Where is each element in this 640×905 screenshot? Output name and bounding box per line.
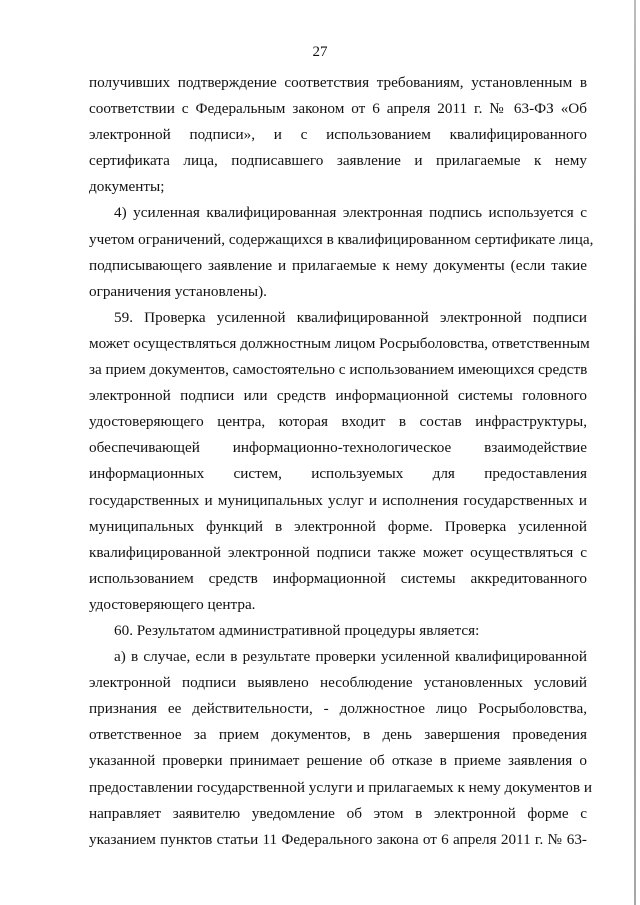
- text-line: 60. Результатом административной процедуры является:: [114, 621, 480, 639]
- text-line: соответствии с Федеральным законом от 6 апреля 2011 г. № 63-ФЗ «Об: [89, 100, 587, 118]
- text-line: ограничения установлены).: [89, 282, 267, 300]
- text-line: сертификата лица, подписавшего заявление и прилагаемые к нему: [89, 152, 587, 170]
- text-line: указанной проверки принимает решение об отказе в приеме заявления о: [89, 752, 587, 770]
- text-line: предоставлении государственной услуги и прилагаемых к нему документов и: [89, 778, 592, 796]
- text-line: 59. Проверка усиленной квалифицированной электронной подписи: [114, 308, 587, 326]
- text-line: а) в случае, если в результате проверки усиленной квалифицированной: [114, 648, 587, 666]
- paragraph: [89, 644, 592, 853]
- text-line: учетом ограничений, содержащихся в квалифицированном сертификате лица,: [89, 230, 594, 248]
- text-line: ответственное за прием документов, в день завершения проведения: [89, 726, 587, 744]
- text-line: использованием средств информационной системы аккредитованного: [89, 569, 587, 587]
- text-line: признания ее действительности, - должностное лицо Росрыболовства,: [89, 700, 587, 718]
- text-line: муниципальных функций в электронной форме. Проверка усиленной: [89, 517, 587, 535]
- text-line: указанием пунктов статьи 11 Федерального закона от 6 апреля 2011 г. № 63-: [89, 830, 587, 848]
- text-line: электронной подписи выявлено несоблюдение установленных условий: [89, 674, 587, 692]
- text-line: информационных систем, используемых для предоставления: [89, 465, 587, 483]
- paragraph: [89, 618, 587, 644]
- text-line: за прием документов, самостоятельно с использованием имеющихся средств: [89, 361, 588, 379]
- page-number: 27: [312, 44, 328, 60]
- text-line: удостоверяющего центра.: [89, 595, 256, 613]
- text-line: удостоверяющего центра, которая входит в состав инфраструктуры,: [89, 413, 587, 431]
- text-line: подписывающего заявление и прилагаемые к нему документы (если такие: [89, 256, 587, 274]
- text-line: может осуществляться должностным лицом Росрыболовства, ответственным: [89, 334, 590, 352]
- paragraph: [89, 305, 590, 618]
- page-edge-shadow: [634, 0, 636, 905]
- text-line: получивших подтверждение соответствия требованиям, установленным в: [89, 74, 587, 91]
- text-line: документы;: [89, 178, 165, 196]
- text-line: государственных и муниципальных услуг и исполнения государственных и: [89, 491, 587, 509]
- text-line: электронной подписи», и с использованием квалифицированного: [89, 126, 587, 144]
- paragraph: [89, 200, 594, 304]
- paragraph: [89, 70, 587, 200]
- text-line: направляет заявителю уведомление об этом в электронной форме с: [89, 804, 587, 822]
- text-line: квалифицированной электронной подписи также может осуществляться с: [89, 543, 587, 561]
- text-line: электронной подписи или средств информационной системы головного: [89, 387, 587, 405]
- text-line: обеспечивающей информационно-технологическое взаимодействие: [89, 439, 587, 457]
- text-line: 4) усиленная квалифицированная электронная подпись используется с: [114, 204, 587, 222]
- document-body: [89, 70, 594, 853]
